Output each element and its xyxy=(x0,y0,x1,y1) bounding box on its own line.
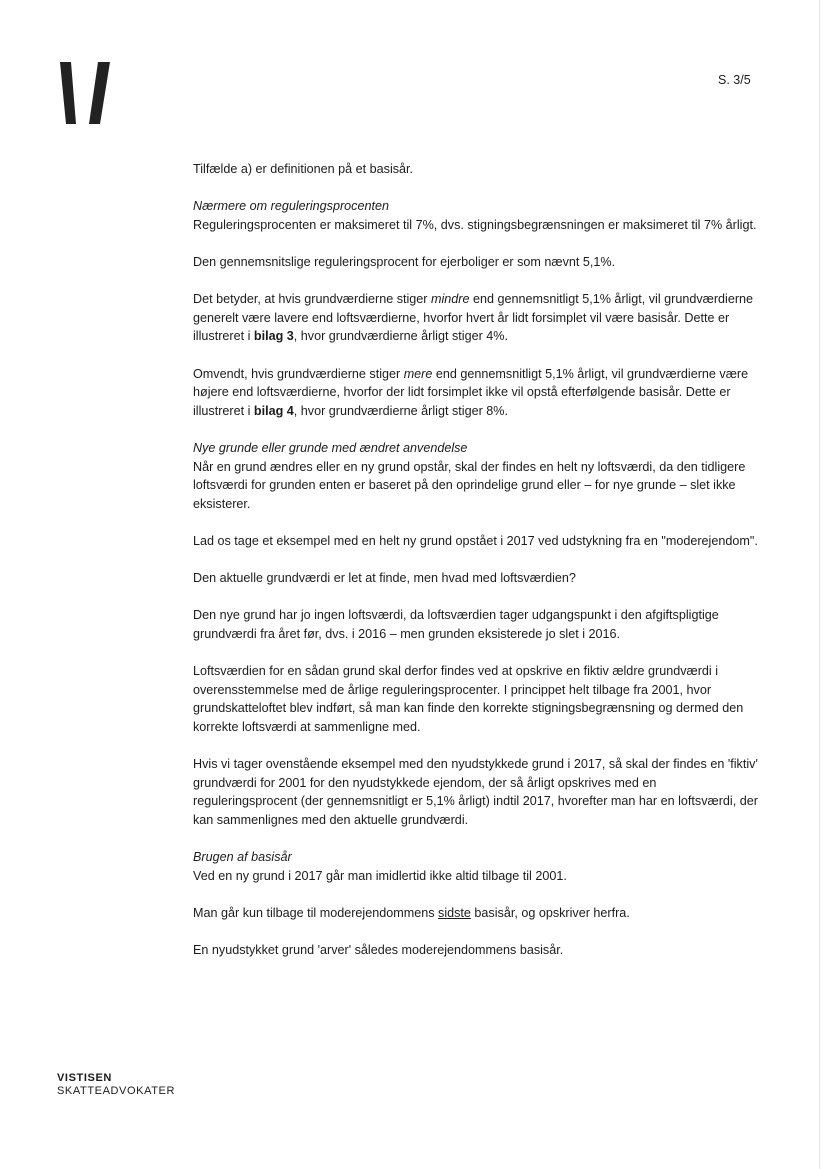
firm-name: VISTISEN xyxy=(57,1072,112,1084)
paragraph: Loftsværdien for en sådan grund skal derfor findes ved at opskrive en fiktiv ældre grundværdi i overensstemmelse med de årlige reguleringsprocenter. I princippet helt tilbage fra 2001, hvor grundskatteloftet blev indført, så man kan finde den korrekte stigningsbegrænsning og dermed den korrekte loftsværdi at sammenligne med. xyxy=(193,664,744,734)
paragraph: Den gennemsnitslige reguleringsprocent for ejerboliger er som nævnt 5,1%. xyxy=(193,254,616,269)
paragraph: Tilfælde a) er definitionen på et basisår. xyxy=(193,162,414,176)
paragraph: Ved en ny grund i 2017 går man imidlertid ikke altid tilbage til 2001. xyxy=(193,868,567,883)
section-heading: Nærmere om reguleringsprocenten xyxy=(193,199,389,214)
paragraph: Lad os tage et eksempel med en helt ny grund opstået i 2017 ved udstykning fra en "moderejendom". xyxy=(193,533,758,548)
paragraph: Det betyder, at hvis grundværdierne stiger mindre end gennemsnitligt 5,1% årligt, vil grundværdierne generelt være lavere end loftsværdierne, hvorfor hvert år lidt forsimplet vil være basisår. Dette er illustreret i bilag 3, hvor grundværdierne årligt stiger 4%. xyxy=(193,292,754,344)
scan-edge-line xyxy=(819,0,820,1169)
firm-footer xyxy=(57,1072,175,1098)
firm-subtitle: SKATTEADVOKATER xyxy=(57,1085,176,1097)
paragraph: Man går kun tilbage til moderejendommens sidste basisår, og opskriver herfra. xyxy=(193,905,630,920)
paragraph: Omvendt, hvis grundværdierne stiger mere end gennemsnitligt 5,1% årligt, vil grundværdierne være højere end loftsværdierne, hvorfor der lidt forsimplet ikke vil opstå efterfølgende basisår. Dette er illustreret i bilag 4, hvor grundværdierne årligt stiger 8%. xyxy=(193,366,749,418)
paragraph: Den aktuelle grundværdi er let at finde, men hvad med loftsværdien? xyxy=(193,571,576,586)
page-number: S. 3/5 xyxy=(718,73,751,87)
logo-icon xyxy=(60,62,110,124)
paragraph: Hvis vi tager ovenstående eksempel med den nyudstykkede grund i 2017, så skal der findes en 'fiktiv' grundværdi for 2001 for den nyudstykkede ejendom, der så årligt opskrives med en reguleringsprocent (der gennemsnitligt er 5,1% årligt) indtil 2017, hvorefter man har en loftsværdi, der kan sammenlignes med den aktuelle grundværdi. xyxy=(193,757,758,827)
paragraph: En nyudstykket grund 'arver' således moderejendommens basisår. xyxy=(193,942,564,957)
section-heading: Brugen af basisår xyxy=(193,849,292,864)
paragraph: Når en grund ændres eller en ny grund opstår, skal der findes en helt ny loftsværdi, da den tidligere loftsværdi for grunden enten er baseret på den oprindelige grund eller – for nye grunde – slet ikke eksisterer. xyxy=(193,459,746,511)
document-body xyxy=(193,160,763,978)
section-heading: Nye grunde eller grunde med ændret anvendelse xyxy=(193,440,468,455)
paragraph: Den nye grund har jo ingen loftsværdi, da loftsværdien tager udgangspunkt i den afgiftspligtige grundværdi fra året før, dvs. i 2016 – men grunden eksisterede jo slet i 2016. xyxy=(193,608,719,641)
paragraph: Reguleringsprocenten er maksimeret til 7%, dvs. stigningsbegrænsningen er maksimeret til 7% årligt. xyxy=(193,217,757,232)
